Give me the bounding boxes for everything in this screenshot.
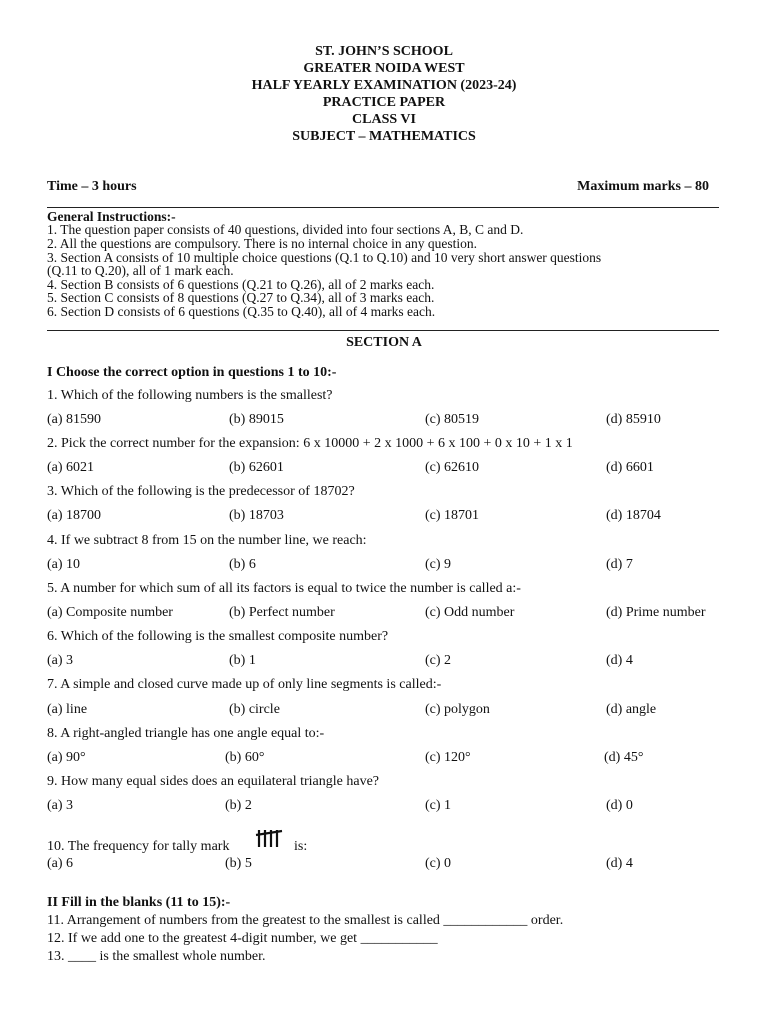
instruction-item: 6. Section D consists of 6 questions (Q.35 to Q.40), all of 4 marks each. — [47, 304, 436, 319]
option-a: (a) 6021 — [47, 460, 95, 475]
subject-name: SUBJECT – MATHEMATICS — [292, 129, 476, 144]
question-8: 8. A right-angled triangle has one angle equal to:- — [47, 726, 325, 741]
option-c: (c) polygon — [425, 702, 490, 717]
school-location: GREATER NOIDA WEST — [303, 61, 465, 76]
paper-type: PRACTICE PAPER — [322, 95, 446, 110]
instruction-item: (Q.11 to Q.20), all of 1 mark each. — [47, 263, 234, 278]
question-10-prefix: 10. The frequency for tally mark — [47, 839, 230, 854]
option-c: (c) 0 — [425, 856, 452, 871]
instructions-title: General Instructions:- — [47, 209, 176, 224]
option-a: (a) 90° — [47, 750, 86, 765]
part-2-heading: II Fill in the blanks (11 to 15):- — [47, 895, 231, 910]
option-c: (c) 1 — [425, 798, 452, 813]
option-d: (d) 85910 — [606, 412, 661, 427]
option-b: (b) 2 — [225, 798, 252, 813]
instruction-item: 4. Section B consists of 6 questions (Q.21 to Q.26), all of 2 marks each. — [47, 277, 435, 292]
fill-question-11: 11. Arrangement of numbers from the greatest to the smallest is called ____________ order. — [47, 913, 564, 928]
tally-mark-icon — [255, 828, 287, 853]
school-name: ST. JOHN’S SCHOOL — [315, 44, 453, 59]
option-b: (b) Perfect number — [229, 605, 335, 620]
instruction-item: 1. The question paper consists of 40 questions, divided into four sections A, B, C and D. — [47, 222, 524, 237]
option-d: (d) 4 — [606, 856, 633, 871]
option-a: (a) 6 — [47, 856, 74, 871]
option-d: (d) 6601 — [606, 460, 654, 475]
question-6: 6. Which of the following is the smallest composite number? — [47, 629, 389, 644]
instruction-item: 2. All the questions are compulsory. There is no internal choice in any question. — [47, 236, 478, 251]
exam-title: HALF YEARLY EXAMINATION (2023-24) — [251, 78, 517, 93]
option-d: (d) angle — [606, 702, 657, 717]
option-b: (b) circle — [229, 702, 280, 717]
option-b: (b) 60° — [225, 750, 265, 765]
option-a: (a) 3 — [47, 653, 74, 668]
instruction-item: 5. Section C consists of 8 questions (Q.27 to Q.34), all of 3 marks each. — [47, 290, 435, 305]
option-c: (c) 120° — [425, 750, 471, 765]
option-b: (b) 6 — [229, 557, 256, 572]
question-3: 3. Which of the following is the predecessor of 18702? — [47, 484, 355, 499]
time-label: Time – 3 hours — [47, 179, 137, 194]
question-7: 7. A simple and closed curve made up of only line segments is called:- — [47, 677, 442, 692]
divider — [47, 330, 719, 331]
option-c: (c) 80519 — [425, 412, 480, 427]
max-marks-label: Maximum marks – 80 — [577, 179, 709, 194]
option-a: (a) 3 — [47, 798, 74, 813]
option-d: (d) 4 — [606, 653, 633, 668]
option-c: (c) 62610 — [425, 460, 480, 475]
option-b: (b) 1 — [229, 653, 256, 668]
option-b: (b) 62601 — [229, 460, 284, 475]
option-b: (b) 5 — [225, 856, 252, 871]
question-9: 9. How many equal sides does an equilateral triangle have? — [47, 774, 379, 789]
fill-question-12: 12. If we add one to the greatest 4-digit number, we get ___________ — [47, 931, 438, 946]
option-a: (a) 81590 — [47, 412, 102, 427]
option-d: (d) Prime number — [606, 605, 706, 620]
option-c: (c) Odd number — [425, 605, 515, 620]
question-1: 1. Which of the following numbers is the smallest? — [47, 388, 333, 403]
option-b: (b) 89015 — [229, 412, 284, 427]
option-a: (a) line — [47, 702, 88, 717]
option-b: (b) 18703 — [229, 508, 284, 523]
part-1-heading: I Choose the correct option in questions 1 to 10:- — [47, 365, 337, 380]
option-a: (a) 18700 — [47, 508, 102, 523]
question-10-suffix: is: — [294, 839, 308, 854]
section-a-title: SECTION A — [346, 335, 422, 350]
question-4: 4. If we subtract 8 from 15 on the number line, we reach: — [47, 533, 367, 548]
option-c: (c) 9 — [425, 557, 452, 572]
option-c: (c) 2 — [425, 653, 452, 668]
instruction-item: 3. Section A consists of 10 multiple choice questions (Q.1 to Q.10) and 10 very short answer questions — [47, 250, 602, 265]
option-d: (d) 0 — [606, 798, 633, 813]
option-a: (a) Composite number — [47, 605, 173, 620]
option-c: (c) 18701 — [425, 508, 480, 523]
option-d: (d) 18704 — [606, 508, 661, 523]
option-a: (a) 10 — [47, 557, 81, 572]
fill-question-13: 13. ____ is the smallest whole number. — [47, 949, 266, 964]
option-d: (d) 7 — [606, 557, 633, 572]
divider — [47, 207, 719, 208]
class-name: CLASS VI — [352, 112, 416, 127]
question-2: 2. Pick the correct number for the expansion: 6 x 10000 + 2 x 1000 + 6 x 100 + 0 x 10 + 1 x 1 — [47, 436, 573, 451]
question-5: 5. A number for which sum of all its factors is equal to twice the number is called a:- — [47, 581, 521, 596]
option-d: (d) 45° — [604, 750, 644, 765]
